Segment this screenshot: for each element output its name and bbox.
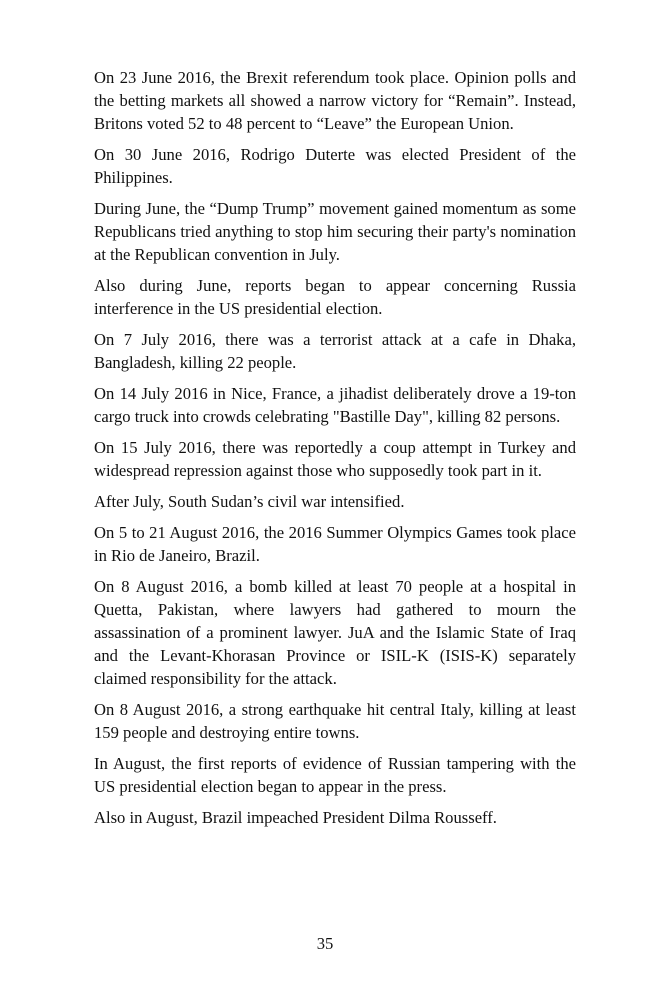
page-number: 35 <box>316 934 334 953</box>
paragraph-dhaka-attack: On 7 July 2016, there was a terrorist attack at a cafe in Dhaka, Bangladesh, killing 22 people. <box>94 330 576 372</box>
paragraph-duterte: On 30 June 2016, Rodrigo Duterte was elected President of the Philippines. <box>94 145 576 187</box>
paragraph-south-sudan: After July, South Sudan’s civil war intensified. <box>94 492 405 511</box>
paragraph-olympics: On 5 to 21 August 2016, the 2016 Summer Olympics Games took place in Rio de Janeiro, Brazil. <box>94 523 576 565</box>
paragraph-italy-earthquake: On 8 August 2016, a strong earthquake hit central Italy, killing at least 159 people and destroying entire towns. <box>94 700 576 742</box>
paragraph-quetta-bombing: On 8 August 2016, a bomb killed at least 70 people at a hospital in Quetta, Pakistan, where lawyers had gathered to mourn the assassination of a prominent lawyer. JuA and the Islamic State of Iraq and the Levant-Khorasan Province or ISIL-K (ISIS-K) separately claimed responsibility for the attack. <box>94 577 576 688</box>
paragraph-russian-tampering: In August, the first reports of evidence of Russian tampering with the US presidential election began to appear in the press. <box>94 754 576 796</box>
page-body <box>94 66 576 837</box>
paragraph-brexit: On 23 June 2016, the Brexit referendum took place. Opinion polls and the betting markets all showed a narrow victory for “Remain”. Instead, Britons voted 52 to 48 percent to “Leave” the European Union. <box>94 68 576 133</box>
paragraph-dump-trump: During June, the “Dump Trump” movement gained momentum as some Republicans tried anything to stop him securing their party's nomination at the Republican convention in July. <box>94 199 576 264</box>
paragraph-russia-interference: Also during June, reports began to appear concerning Russia interference in the US presidential election. <box>94 276 576 318</box>
paragraph-nice-attack: On 14 July 2016 in Nice, France, a jihadist deliberately drove a 19-ton cargo truck into crowds celebrating "Bastille Day", killing 82 persons. <box>94 384 576 426</box>
paragraph-brazil-impeachment: Also in August, Brazil impeached President Dilma Rousseff. <box>94 808 497 827</box>
paragraph-turkey-coup: On 15 July 2016, there was reportedly a coup attempt in Turkey and widespread repression against those who supposedly took part in it. <box>94 438 576 480</box>
